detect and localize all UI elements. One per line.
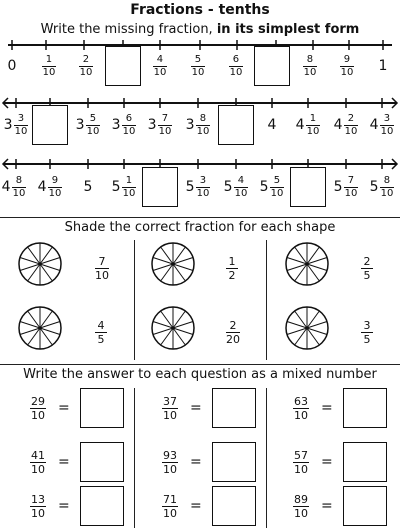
- whole-part: 4: [369, 117, 379, 133]
- mixed-number-label: [255, 165, 289, 209]
- answer-input-box[interactable]: [343, 442, 387, 482]
- numerator: 5: [273, 174, 281, 186]
- number-label: [76, 165, 100, 209]
- denominator: 10: [163, 408, 177, 422]
- denominator: 10: [31, 462, 45, 476]
- denominator: 10: [234, 187, 248, 199]
- mixed-number-label: [181, 165, 215, 209]
- answer-input-box[interactable]: [80, 388, 124, 428]
- fraction: [86, 114, 101, 137]
- denominator: 10: [229, 66, 243, 78]
- denominator: 10: [294, 462, 308, 476]
- mixed-number: [38, 176, 63, 199]
- denominator: 10: [163, 506, 177, 520]
- number-line-3-values: [0, 165, 400, 209]
- equals-sign: =: [190, 454, 202, 470]
- numerator: 7: [347, 174, 355, 186]
- fraction: [79, 55, 94, 78]
- mixed-number: [4, 114, 29, 137]
- answer-box[interactable]: [290, 165, 326, 209]
- numerator: 1: [228, 255, 236, 268]
- numerator: 4: [97, 319, 105, 332]
- fraction: [196, 114, 211, 137]
- answer-input-box[interactable]: [32, 105, 68, 145]
- denominator: 10: [303, 66, 317, 78]
- fraction-label: [335, 44, 359, 88]
- segmented-circle[interactable]: [150, 305, 196, 351]
- mixed-number-label: [0, 165, 31, 209]
- numerator: 5: [89, 112, 97, 124]
- denominator: 10: [122, 125, 136, 137]
- denominator: 10: [86, 125, 100, 137]
- answer-input-box[interactable]: [105, 46, 141, 86]
- fraction: [122, 176, 137, 199]
- mixed-number-label: [219, 165, 253, 209]
- mixed-number-label: [329, 165, 363, 209]
- equals-sign: =: [58, 454, 70, 470]
- segmented-circle[interactable]: [150, 241, 196, 287]
- target-fraction: [226, 256, 238, 281]
- mixed-number: [260, 176, 285, 199]
- mixed-number: [370, 114, 395, 137]
- equals-sign: =: [190, 400, 202, 416]
- numerator: 37: [163, 394, 177, 408]
- mixed-question: [30, 388, 124, 428]
- denominator: 5: [363, 333, 371, 346]
- numerator: 8: [383, 174, 391, 186]
- whole-part: 5: [185, 179, 195, 195]
- numerator: 13: [31, 492, 45, 506]
- fraction: [122, 114, 137, 137]
- mixed-number: [186, 114, 211, 137]
- numerator: 29: [31, 394, 45, 408]
- mixed-number: [370, 176, 395, 199]
- mixed-number-label: [365, 165, 399, 209]
- numerator: 71: [163, 492, 177, 506]
- fraction: [380, 114, 395, 137]
- segmented-circle[interactable]: [17, 241, 63, 287]
- mixed-question: [162, 442, 256, 482]
- answer-box[interactable]: [218, 103, 254, 147]
- answer-input-box[interactable]: [212, 388, 256, 428]
- denominator: 10: [163, 462, 177, 476]
- mixed-number: [334, 176, 359, 199]
- numerator: 3: [383, 112, 391, 124]
- page-title: Fractions - tenths: [130, 2, 270, 18]
- denominator: 10: [42, 66, 56, 78]
- numerator: 8: [15, 174, 23, 186]
- numerator: 63: [294, 394, 308, 408]
- numerator: 57: [294, 448, 308, 462]
- fraction: [196, 176, 211, 199]
- denominator: 10: [122, 187, 136, 199]
- mixed-number: [112, 114, 137, 137]
- mixed-number-label: [143, 103, 177, 147]
- mixed-question: [293, 388, 387, 428]
- mixed-number: [296, 114, 321, 137]
- denominator: 10: [380, 187, 394, 199]
- whole-part: 3: [111, 117, 121, 133]
- column-divider: [266, 388, 267, 528]
- numerator: 4: [237, 174, 245, 186]
- mixed-number: [2, 176, 27, 199]
- whole-part: 3: [3, 117, 13, 133]
- mixed-heading: Write the answer to each question as a mixed number: [23, 367, 377, 382]
- fraction: [380, 176, 395, 199]
- equals-sign: =: [321, 498, 333, 514]
- column-divider: [266, 240, 267, 360]
- mixed-number-label: [181, 103, 215, 147]
- fraction: [293, 396, 309, 421]
- numerator: 2: [229, 319, 237, 332]
- denominator: 10: [31, 408, 45, 422]
- mixed-number-label: [107, 165, 141, 209]
- fraction: [14, 114, 29, 137]
- numerator: 9: [343, 53, 351, 65]
- column-divider: [134, 240, 135, 360]
- mixed-number-label: [107, 103, 141, 147]
- fraction: [30, 450, 46, 475]
- number-label: [0, 44, 24, 88]
- segmented-circle[interactable]: [284, 241, 330, 287]
- mixed-question: [162, 486, 256, 526]
- mixed-question: [293, 442, 387, 482]
- whole-number: 1: [378, 58, 388, 74]
- target-fraction: [361, 256, 373, 281]
- denominator: 10: [294, 506, 308, 520]
- denominator: 2: [228, 269, 236, 282]
- numerator: 6: [125, 112, 133, 124]
- answer-input-box[interactable]: [254, 46, 290, 86]
- equals-sign: =: [58, 400, 70, 416]
- denominator: 10: [12, 187, 26, 199]
- numerator: 1: [45, 53, 53, 65]
- whole-part: 5: [369, 179, 379, 195]
- fraction: [293, 450, 309, 475]
- fraction: [12, 176, 27, 199]
- fraction: [340, 55, 355, 78]
- whole-part: 3: [185, 117, 195, 133]
- equals-sign: =: [58, 498, 70, 514]
- instruction-emphasis: in its simplest form: [216, 22, 360, 37]
- numerator: 2: [363, 255, 371, 268]
- denominator: 5: [363, 269, 371, 282]
- whole-part: 4: [37, 179, 47, 195]
- fraction-label: [298, 44, 322, 88]
- denominator: 10: [14, 125, 28, 137]
- whole-part: 5: [111, 179, 121, 195]
- denominator: 10: [196, 187, 210, 199]
- denominator: 10: [48, 187, 62, 199]
- numerator: 7: [161, 112, 169, 124]
- answer-input-box[interactable]: [80, 486, 124, 526]
- numerator: 1: [125, 174, 133, 186]
- fraction: [42, 55, 57, 78]
- fraction: [30, 494, 46, 519]
- fraction: [344, 114, 359, 137]
- numerator: 41: [31, 448, 45, 462]
- target-fraction: [95, 320, 107, 345]
- denominator: 10: [31, 506, 45, 520]
- answer-input-box[interactable]: [212, 442, 256, 482]
- numerator: 2: [347, 112, 355, 124]
- fraction: [48, 176, 63, 199]
- denominator: 10: [344, 125, 358, 137]
- answer-input-box[interactable]: [142, 167, 178, 207]
- answer-box[interactable]: [32, 103, 68, 147]
- target-fraction: [95, 256, 109, 281]
- numerator: 5: [194, 53, 202, 65]
- denominator: 5: [97, 333, 105, 346]
- fraction: [162, 494, 178, 519]
- denominator: 10: [95, 269, 109, 282]
- target-fraction: [226, 320, 240, 345]
- section-divider: [0, 217, 400, 218]
- answer-input-box[interactable]: [80, 442, 124, 482]
- fraction: [344, 176, 359, 199]
- mixed-number: [224, 176, 249, 199]
- whole-part: 3: [147, 117, 157, 133]
- denominator: 10: [380, 125, 394, 137]
- answer-input-box[interactable]: [212, 486, 256, 526]
- denominator: 10: [153, 66, 167, 78]
- fraction: [234, 176, 249, 199]
- instruction-missing-fraction: [0, 22, 400, 37]
- mixed-number-label: [71, 103, 105, 147]
- fraction: [162, 396, 178, 421]
- whole-number: 0: [7, 58, 17, 74]
- fraction-label: [74, 44, 98, 88]
- numerator: 3: [363, 319, 371, 332]
- fraction-label: [186, 44, 210, 88]
- whole-part: 3: [75, 117, 85, 133]
- mixed-number-label: [0, 103, 33, 147]
- numerator: 9: [51, 174, 59, 186]
- denominator: 10: [306, 125, 320, 137]
- whole-part: 5: [333, 179, 343, 195]
- denominator: 10: [191, 66, 205, 78]
- numerator: 7: [98, 255, 106, 268]
- fraction-label: [37, 44, 61, 88]
- fraction: [303, 55, 318, 78]
- numerator: 8: [306, 53, 314, 65]
- answer-input-box[interactable]: [343, 486, 387, 526]
- mixed-question: [293, 486, 387, 526]
- denominator: 10: [270, 187, 284, 199]
- fraction: [158, 114, 173, 137]
- fraction-label: [224, 44, 248, 88]
- fraction: [30, 396, 46, 421]
- mixed-question: [162, 388, 256, 428]
- mixed-number: [76, 114, 101, 137]
- mixed-number-label: [329, 103, 363, 147]
- mixed-question: [30, 442, 124, 482]
- number-label: [371, 44, 395, 88]
- target-fraction: [361, 320, 373, 345]
- mixed-number-label: [291, 103, 325, 147]
- fraction: [153, 55, 168, 78]
- answer-box[interactable]: [105, 44, 141, 88]
- answer-box[interactable]: [254, 44, 290, 88]
- mixed-number-label: [33, 165, 67, 209]
- fraction: [270, 176, 285, 199]
- fraction-label: [148, 44, 172, 88]
- fraction: [162, 450, 178, 475]
- numerator: 4: [156, 53, 164, 65]
- column-divider: [134, 388, 135, 528]
- whole-part: 4: [333, 117, 343, 133]
- whole-part: 5: [223, 179, 233, 195]
- whole-number: 5: [83, 179, 93, 195]
- mixed-number: [186, 176, 211, 199]
- denominator: 10: [158, 125, 172, 137]
- fraction: [293, 494, 309, 519]
- fraction: [229, 55, 244, 78]
- fraction: [191, 55, 206, 78]
- fraction: [306, 114, 321, 137]
- shade-heading: Shade the correct fraction for each shape: [64, 220, 336, 235]
- equals-sign: =: [190, 498, 202, 514]
- numerator: 1: [309, 112, 317, 124]
- answer-box[interactable]: [142, 165, 178, 209]
- mixed-question: [30, 486, 124, 526]
- mixed-number: [148, 114, 173, 137]
- numerator: 6: [232, 53, 240, 65]
- numerator: 93: [163, 448, 177, 462]
- numerator: 89: [294, 492, 308, 506]
- denominator: 10: [196, 125, 210, 137]
- whole-part: 4: [295, 117, 305, 133]
- whole-part: 4: [1, 179, 11, 195]
- section-divider: [0, 364, 400, 365]
- mixed-number: [334, 114, 359, 137]
- numerator: 3: [17, 112, 25, 124]
- whole-part: 5: [259, 179, 269, 195]
- answer-input-box[interactable]: [218, 105, 254, 145]
- answer-input-box[interactable]: [290, 167, 326, 207]
- mixed-number: [112, 176, 137, 199]
- mixed-number-label: [365, 103, 399, 147]
- number-line-2-values: [0, 103, 400, 147]
- segmented-circle[interactable]: [284, 305, 330, 351]
- denominator: 10: [294, 408, 308, 422]
- answer-input-box[interactable]: [343, 388, 387, 428]
- numerator: 2: [82, 53, 90, 65]
- denominator: 10: [344, 187, 358, 199]
- segmented-circle[interactable]: [17, 305, 63, 351]
- numerator: 8: [199, 112, 207, 124]
- equals-sign: =: [321, 400, 333, 416]
- number-line-1-values: [0, 44, 400, 88]
- instruction-text: Write the missing fraction,: [40, 22, 217, 37]
- denominator: 20: [226, 333, 240, 346]
- numerator: 3: [199, 174, 207, 186]
- equals-sign: =: [321, 454, 333, 470]
- denominator: 10: [340, 66, 354, 78]
- number-label: [260, 103, 284, 147]
- denominator: 10: [79, 66, 93, 78]
- whole-number: 4: [267, 117, 277, 133]
